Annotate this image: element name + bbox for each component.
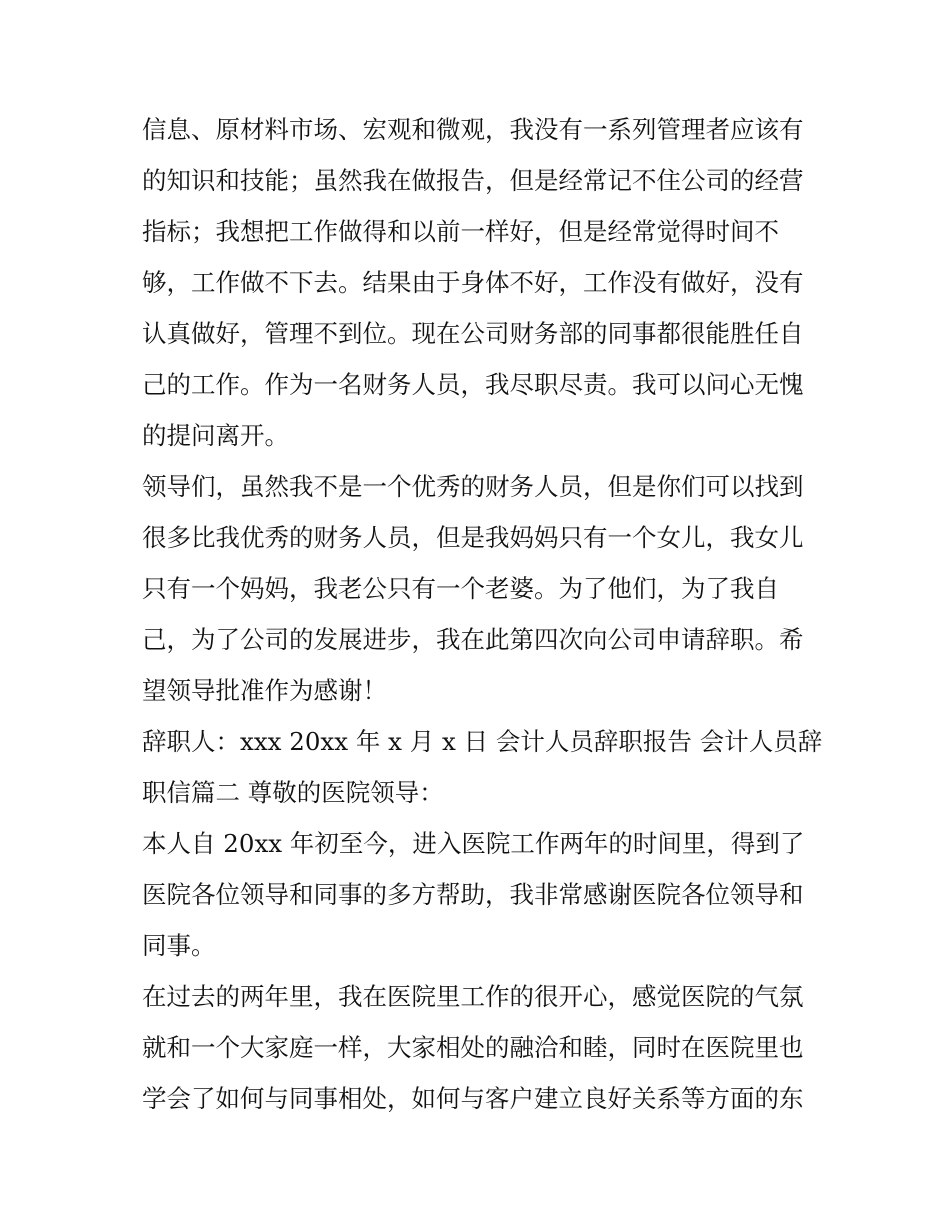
- text-line: 本人自 20xx 年初至今，进入医院工作两年的时间里，得到了: [142, 829, 805, 858]
- text-line: 在过去的两年里，我在医院里工作的很开心，感觉医院的气氛: [142, 982, 804, 1011]
- text-line: 够，工作做不下去。结果由于身体不好，工作没有做好，没有: [142, 268, 804, 297]
- text-line: 信息、原材料市场、宏观和微观，我没有一系列管理者应该有: [142, 115, 804, 144]
- text-line: 己，为了公司的发展进步，我在此第四次向公司申请辞职。希: [142, 625, 804, 654]
- text-line: 己的工作。作为一名财务人员，我尽职尽责。我可以问心无愧: [142, 370, 804, 399]
- text-line: 认真做好，管理不到位。现在公司财务部的同事都很能胜任自: [142, 319, 804, 348]
- text-line: 望领导批准作为感谢！: [142, 676, 387, 705]
- text-line: 的知识和技能；虽然我在做报告，但是经常记不住公司的经营: [142, 166, 804, 195]
- text-line: 只有一个妈妈，我老公只有一个老婆。为了他们，为了我自: [142, 574, 779, 603]
- text-line: 辞职人：xxx 20xx 年 x 月 x 日 会计人员辞职报告 会计人员辞: [142, 727, 822, 756]
- text-line: 很多比我优秀的财务人员，但是我妈妈只有一个女儿，我女儿: [142, 523, 804, 552]
- text-line: 的提问离开。: [142, 421, 289, 450]
- text-line: 职信篇二 尊敬的医院领导：: [142, 778, 444, 807]
- text-line: 学会了如何与同事相处，如何与客户建立良好关系等方面的东: [142, 1084, 804, 1113]
- text-line: 就和一个大家庭一样，大家相处的融洽和睦，同时在医院里也: [142, 1033, 804, 1062]
- text-line: 医院各位领导和同事的多方帮助，我非常感谢医院各位领导和: [142, 880, 804, 909]
- text-line: 指标；我想把工作做得和以前一样好，但是经常觉得时间不: [142, 217, 779, 246]
- text-line: 领导们，虽然我不是一个优秀的财务人员，但是你们可以找到: [142, 472, 804, 501]
- body-text: [142, 104, 822, 1124]
- text-line: 同事。: [142, 931, 216, 960]
